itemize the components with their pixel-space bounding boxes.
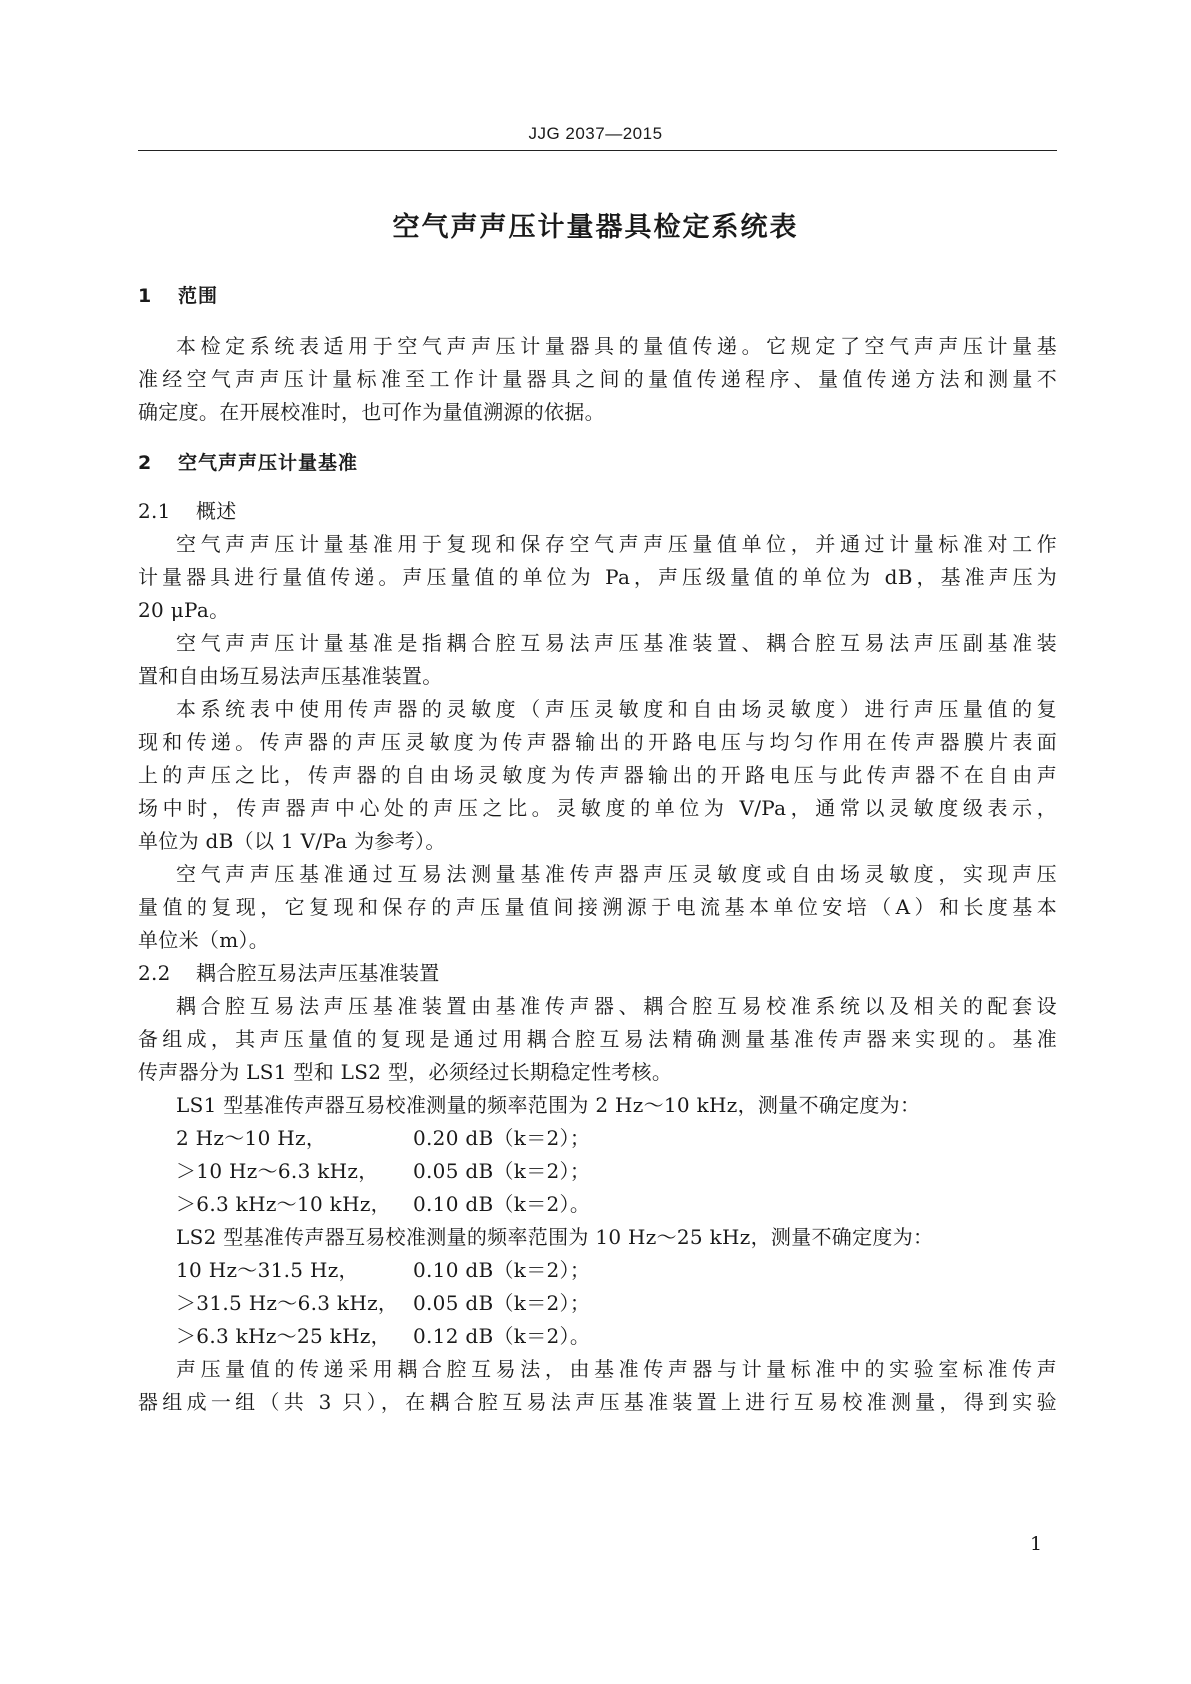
paragraph-line: 单位米（m）。 (138, 928, 270, 952)
uncertainty-value: 0.20 dB（k＝2）； (413, 1126, 591, 1150)
paragraph-line: 空气声声压计量基准用于复现和保存空气声声压量值单位，并通过计量标准对工作 (176, 532, 1057, 556)
page-number: 1 (1030, 1533, 1043, 1555)
paragraph-line: 20 μPa。 (138, 598, 230, 622)
paragraph-line: 准经空气声声压计量标准至工作计量器具之间的量值传递程序、量值传递方法和测量不 (138, 367, 1057, 391)
uncertainty-value: 0.05 dB（k＝2）； (413, 1159, 591, 1183)
paragraph-line: 本检定系统表适用于空气声声压计量器具的量值传递。它规定了空气声声压计量基 (176, 334, 1057, 358)
paragraph-line: LS1 型基准传声器互易校准测量的频率范围为 2 Hz～10 kHz，测量不确定度为： (176, 1093, 921, 1117)
paragraph-line: 备组成，其声压量值的复现是通过用耦合腔互易法精确测量基准传声器来实现的。基准 (138, 1027, 1057, 1051)
uncertainty-value: 0.10 dB（k＝2）； (413, 1258, 591, 1282)
subsection-title: 概述 (196, 499, 237, 523)
paragraph-line: 器组成一组（共 3 只），在耦合腔互易法声压基准装置上进行互易校准测量，得到实验 (138, 1390, 1057, 1414)
paragraph-line: 空气声声压基准通过互易法测量基准传声器声压灵敏度或自由场灵敏度，实现声压 (176, 862, 1057, 886)
subsection-number: 2.1 (138, 499, 171, 523)
page-title: 空气声声压计量器具检定系统表 (392, 212, 799, 243)
paragraph-line: 量值的复现，它复现和保存的声压量值间接溯源于电流基本单位安培（A）和长度基本 (138, 895, 1057, 919)
section-title: 空气声声压计量基准 (178, 452, 359, 474)
paragraph-line: 置和自由场互易法声压基准装置。 (138, 664, 443, 688)
frequency-range: 10 Hz～31.5 Hz， (176, 1258, 359, 1282)
uncertainty-row (176, 1123, 590, 1154)
paragraph-line: 单位为 dB（以 1 V/Pa 为参考）。 (138, 829, 446, 853)
uncertainty-value: 0.05 dB（k＝2）； (413, 1291, 591, 1315)
subsection-title: 耦合腔互易法声压基准装置 (196, 961, 440, 985)
paragraph-line: 上的声压之比，传声器的自由场灵敏度为传声器输出的开路电压与此传声器不在自由声 (138, 763, 1057, 787)
paragraph-line: 现和传递。传声器的声压灵敏度为传声器输出的开路电压与均匀作用在传声器膜片表面 (138, 730, 1057, 754)
paragraph-line: 确定度。在开展校准时，也可作为量值溯源的依据。 (138, 400, 605, 424)
subsection-number: 2.2 (138, 961, 171, 985)
uncertainty-row (176, 1189, 590, 1220)
paragraph-line: 场中时，传声器声中心处的声压之比。灵敏度的单位为 V/Pa，通常以灵敏度级表示， (138, 796, 1057, 820)
paragraph-line: 本系统表中使用传声器的灵敏度（声压灵敏度和自由场灵敏度）进行声压量值的复 (176, 697, 1057, 721)
uncertainty-value: 0.10 dB（k＝2）。 (413, 1192, 591, 1216)
paragraph-line: 声压量值的传递采用耦合腔互易法，由基准传声器与计量标准中的实验室标准传声 (176, 1357, 1057, 1381)
paragraph-line: LS2 型基准传声器互易校准测量的频率范围为 10 Hz～25 kHz，测量不确定度为： (176, 1225, 934, 1249)
uncertainty-value: 0.12 dB（k＝2）。 (413, 1324, 591, 1348)
section-number: 2 (138, 452, 153, 474)
frequency-range: ＞10 Hz～6.3 kHz， (176, 1159, 379, 1183)
paragraph-line: 计量器具进行量值传递。声压量值的单位为 Pa，声压级量值的单位为 dB，基准声压为 (138, 565, 1057, 589)
page-header-standard-code: JJG 2037—2015 (528, 124, 663, 143)
frequency-range: 2 Hz～10 Hz， (176, 1126, 327, 1150)
frequency-range: ＞6.3 kHz～10 kHz， (176, 1192, 391, 1216)
paragraph-line: 空气声声压计量基准是指耦合腔互易法声压基准装置、耦合腔互易法声压副基准装 (176, 631, 1057, 655)
header-rule (138, 150, 1057, 151)
uncertainty-row (176, 1255, 590, 1286)
paragraph-line: 传声器分为 LS1 型和 LS2 型，必须经过长期稳定性考核。 (138, 1060, 673, 1084)
uncertainty-row (176, 1288, 590, 1319)
section-heading-2 (138, 448, 358, 479)
uncertainty-row (176, 1156, 590, 1187)
paragraph-line: 耦合腔互易法声压基准装置由基准传声器、耦合腔互易校准系统以及相关的配套设 (176, 994, 1057, 1018)
frequency-range: ＞31.5 Hz～6.3 kHz， (176, 1291, 399, 1315)
uncertainty-row (176, 1321, 590, 1352)
section-number: 1 (138, 285, 153, 307)
subsection-heading-2-2 (138, 958, 440, 989)
section-heading-1 (138, 281, 218, 312)
subsection-heading-2-1 (138, 496, 237, 527)
frequency-range: ＞6.3 kHz～25 kHz， (176, 1324, 391, 1348)
section-title: 范围 (178, 285, 219, 307)
